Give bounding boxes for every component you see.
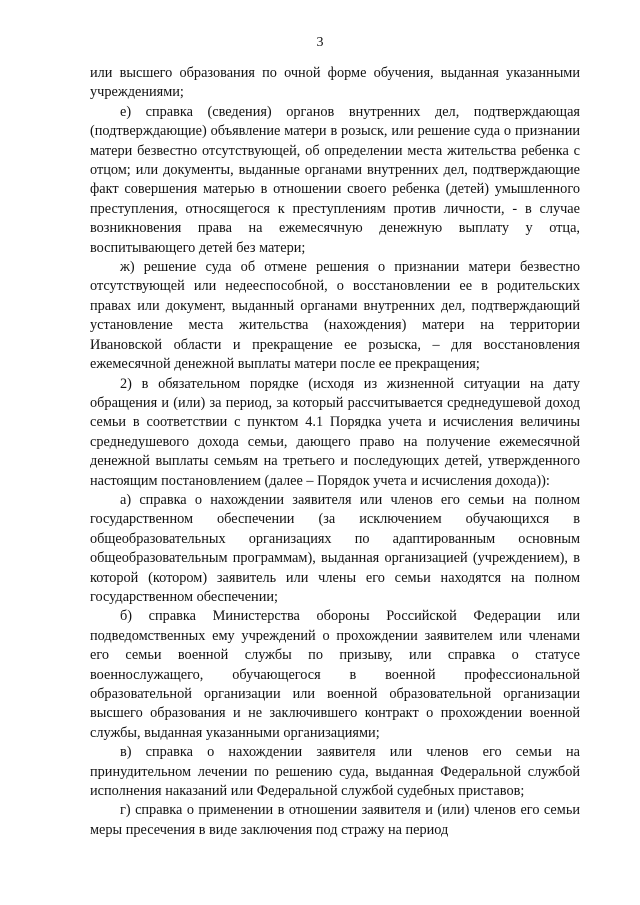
page-number: 3 [316,35,324,50]
paragraph-item-zh: ж) решение суда об отмене решения о признании матери безвестно отсутствующей или недееспособной, о восстановлении ее в родительских правах или документ, выданный органами внутренних дел, подтверждающий установление места жительства (нахождения) матери на территории Ивановской области и прекращение ее розыска, – для восстановления ежемесячной денежной выплаты матери после ее прекращения; [90,259,580,373]
paragraph-continuation: или высшего образования по очной форме обучения, выданная указанными учреждениями; [90,65,580,101]
paragraph-item-g: г) справка о применении в отношении заявителя и (или) членов его семьи меры пресечения в виде заключения под стражу на период [90,802,580,838]
document-body [90,64,580,840]
paragraph-item-2: 2) в обязательном порядке (исходя из жизненной ситуации на дату обращения и (или) за период, за который рассчитывается среднедушевой доход семьи в соответствии с пунктом 4.1 Порядка учета и исчисления величины среднедушевого дохода семьи, дающего право на получение ежемесячной денежной выплаты семьям на третьего и последующих детей, утвержденного настоящим постановлением (далее – Порядок учета и исчисления дохода)): [90,375,580,489]
paragraph-item-b: б) справка Министерства обороны Российской Федерации или подведомственных ему учреждений о прохождении заявителем или членами его семьи военной службы по призыву, или справка о статусе военнослужащего, обучающегося в военной профессиональной образовательной организации или военной образовательной организации высшего образования и не заключившего контракт о прохождении военной службы, выданная указанными организациями; [90,608,580,741]
paragraph-item-e: е) справка (сведения) органов внутренних дел, подтверждающая (подтверждающие) объявление матери в розыск, или решение суда о признании матери безвестно отсутствующей, об определении места жительства ребенка с отцом; или документы, выданные органами внутренних дел, подтверждающие факт совершения матерью в отношении своего ребенка (детей) умышленного преступления, относящегося к преступлениям против личности, - в случае возникновения права на ежемесячную денежную выплату у отца, воспитывающего детей без матери; [90,103,580,256]
paragraph-item-a: а) справка о нахождении заявителя или членов его семьи на полном государственном обеспечении (за исключением обучающихся в общеобразовательных организациях по адаптированным основным общеобразовательным программам), выданная организацией (учреждением), в которой (котором) заявитель или члены его семьи находятся на полном государственном обеспечении; [90,491,580,605]
paragraph-item-v: в) справка о нахождении заявителя или членов его семьи на принудительном лечении по решению суда, выданная Федеральной службой исполнения наказаний или Федеральной службой судебных приставов; [90,744,580,800]
